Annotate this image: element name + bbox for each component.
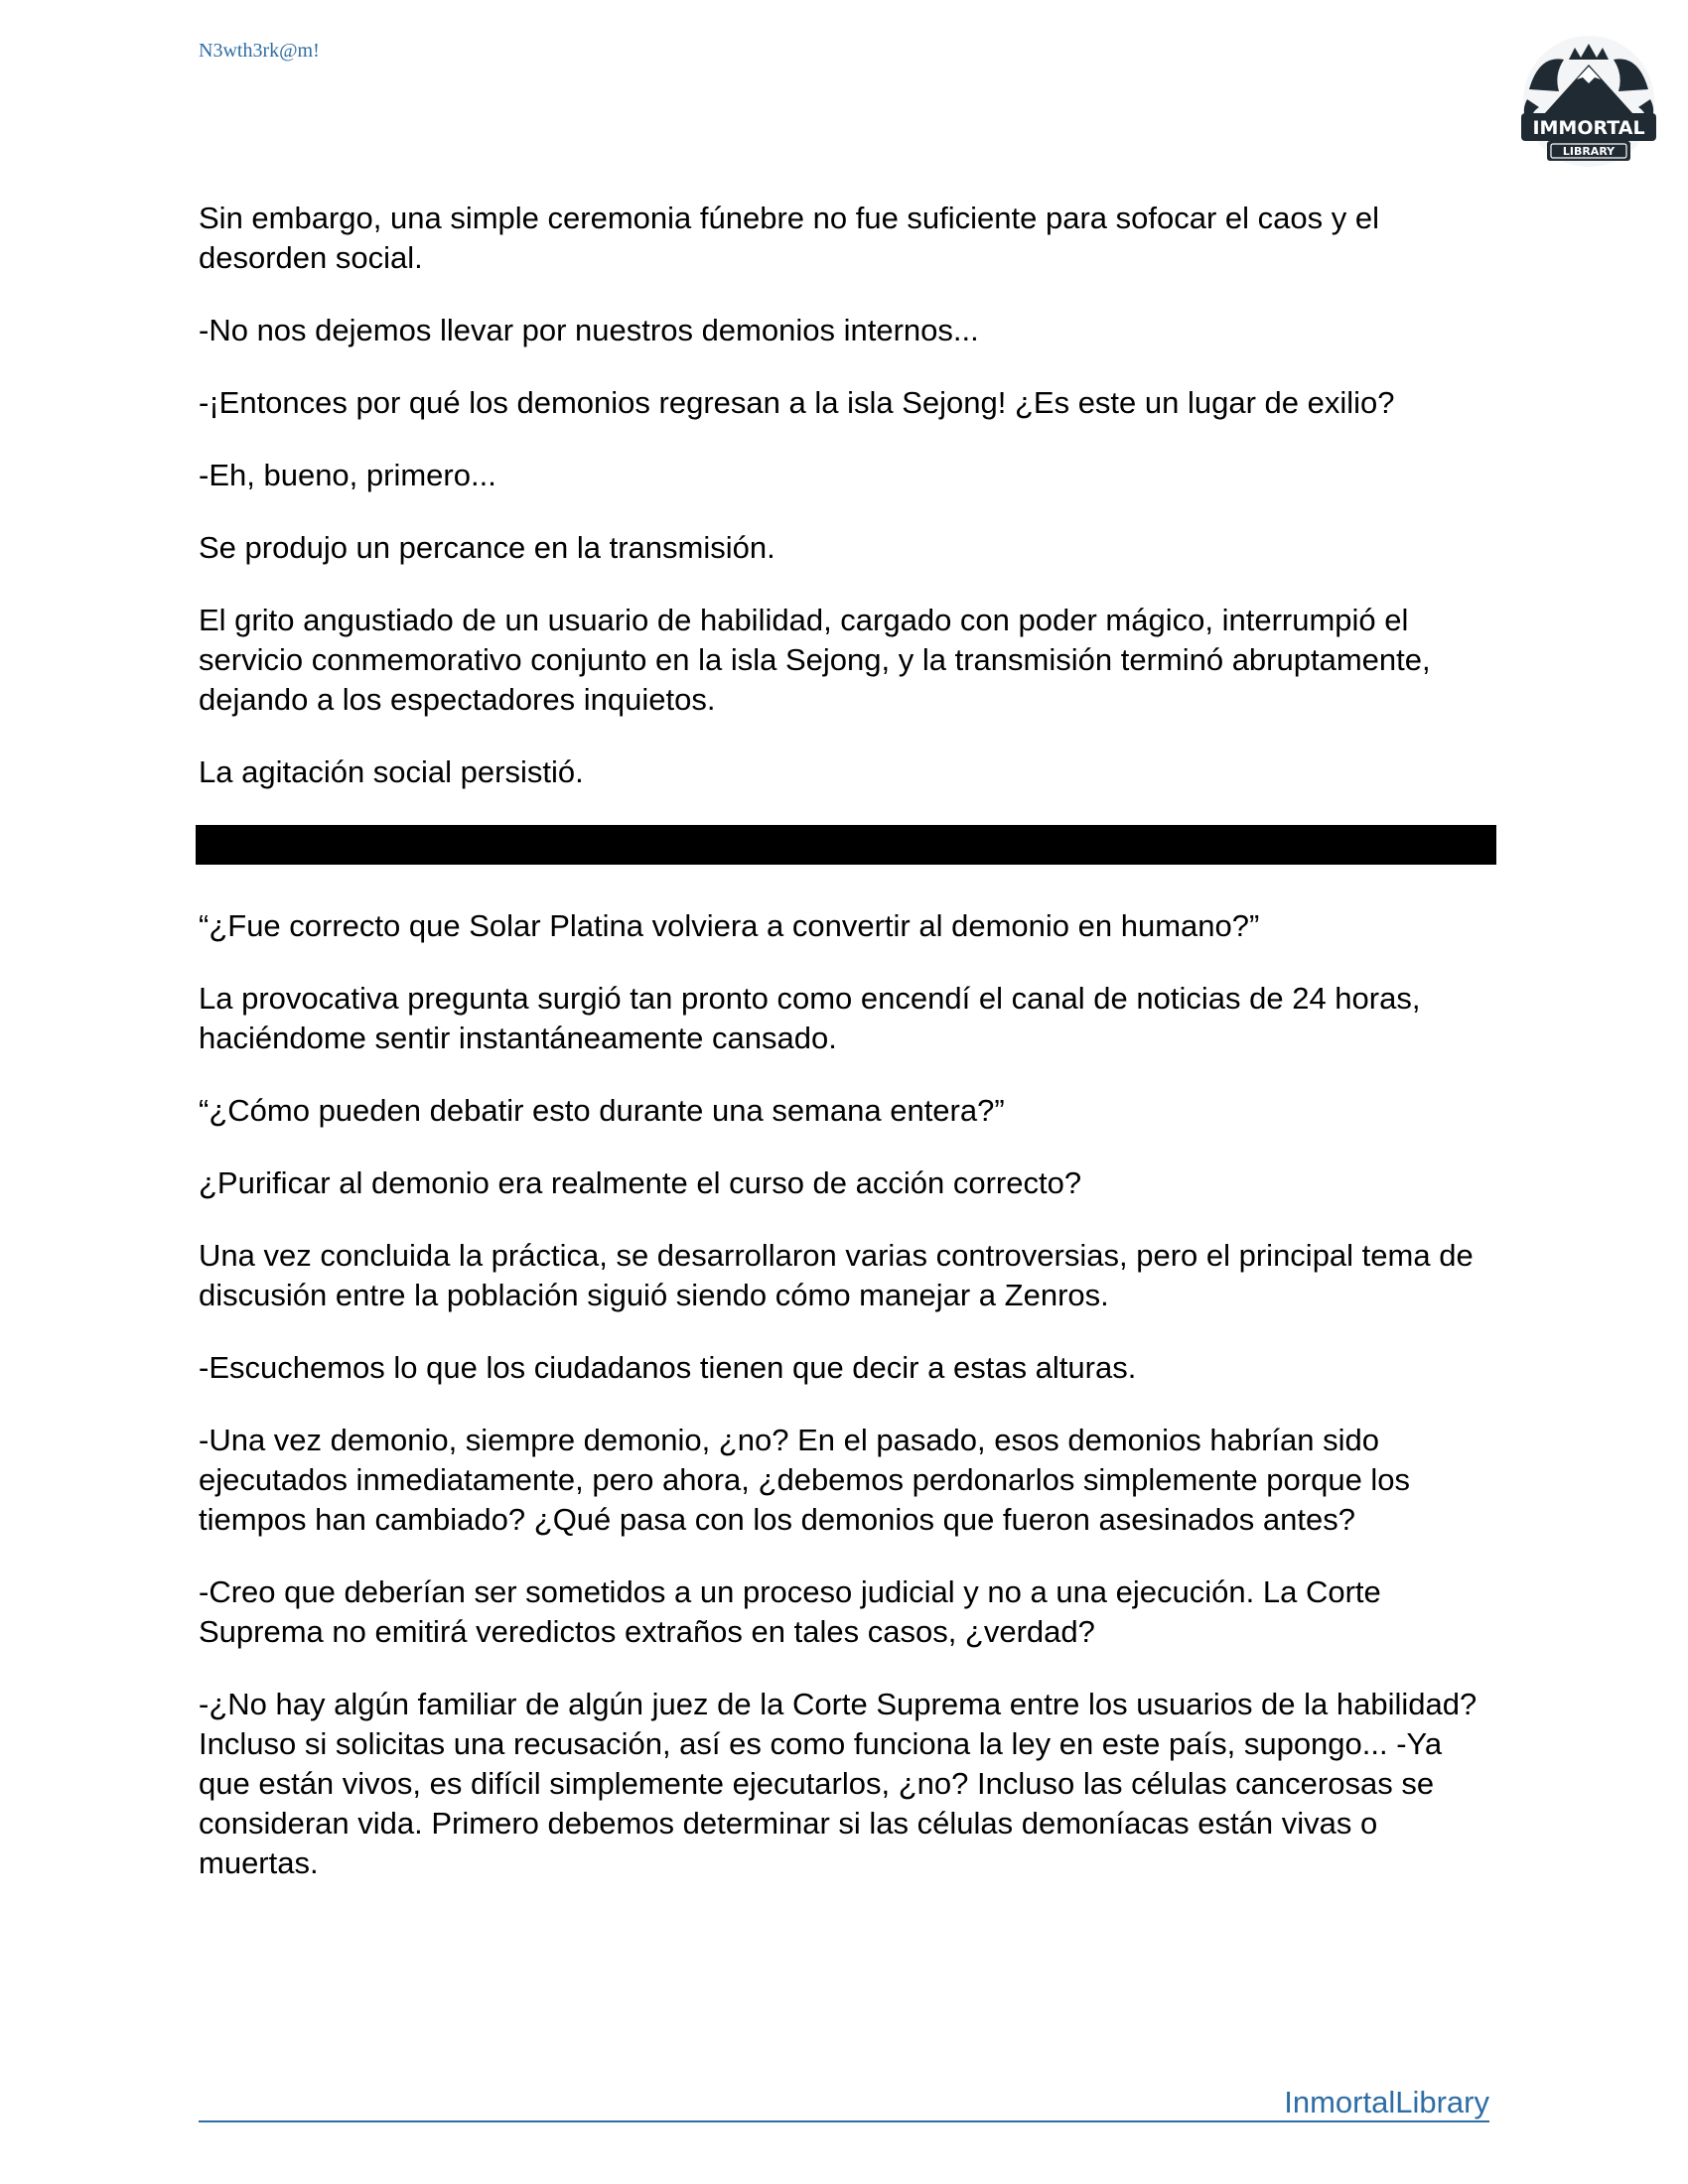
- paragraph: -No nos dejemos llevar por nuestros demonios internos...: [199, 313, 979, 347]
- header-tag: N3wth3rk@m!: [199, 40, 320, 62]
- paragraph: -Una vez demonio, siempre demonio, ¿no? En el pasado, esos demonios habrían sido ejecutados inmediatamente, pero ahora, ¿debemos perdonarlos simplemente porque los tiempos han cambiado? ¿Qué pasa con los demonios que fueron asesinados antes?: [199, 1423, 1411, 1537]
- paragraph: -¿No hay algún familiar de algún juez de la Corte Suprema entre los usuarios de la habilidad? Incluso si solicitas una recusación, así es como funciona la ley en este país, supongo... -Ya que están vivos, es difícil simplemente ejecutarlos, ¿no? Incluso las células cancerosas se consideran vida. Primero debemos determinar si las células demoníacas están vivas o muertas.: [199, 1687, 1477, 1880]
- paragraph: La agitación social persistió.: [199, 754, 584, 789]
- paragraph: Sin embargo, una simple ceremonia fúnebre no fue suficiente para sofocar el caos y el desorden social.: [199, 201, 1380, 275]
- paragraph: Una vez concluida la práctica, se desarrollaron varias controversias, pero el principal tema de discusión entre la población siguió siendo cómo manejar a Zenros.: [199, 1238, 1474, 1312]
- paragraph: ¿Purificar al demonio era realmente el curso de acción correcto?: [199, 1165, 1082, 1200]
- svg-text:LIBRARY: LIBRARY: [1562, 145, 1616, 158]
- paragraph: -Eh, bueno, primero...: [199, 458, 496, 492]
- paragraph: El grito angustiado de un usuario de habilidad, cargado con poder mágico, interrumpió el servicio conmemorativo conjunto en la isla Sejong, y la transmisión terminó abruptamente, dejando a los espectadores inquietos.: [199, 603, 1431, 717]
- footer-link[interactable]: InmortalLibrary: [1284, 2085, 1489, 2119]
- immortal-library-logo: [1509, 30, 1668, 179]
- svg-text:IMMORTAL: IMMORTAL: [1532, 117, 1645, 139]
- document-body: [199, 199, 1499, 1916]
- paragraph: “¿Cómo pueden debatir esto durante una semana entera?”: [199, 1093, 1005, 1128]
- paragraph: Se produjo un percance en la transmisión.: [199, 530, 775, 565]
- footer: [199, 2085, 1489, 2122]
- paragraph: “¿Fue correcto que Solar Platina volviera a convertir al demonio en humano?”: [199, 908, 1260, 943]
- paragraph: -Creo que deberían ser sometidos a un proceso judicial y no a una ejecución. La Corte Suprema no emitirá veredictos extraños en tales casos, ¿verdad?: [199, 1574, 1381, 1649]
- paragraph: -¡Entonces por qué los demonios regresan a la isla Sejong! ¿Es este un lugar de exilio?: [199, 385, 1395, 420]
- paragraph: La provocativa pregunta surgió tan pronto como encendí el canal de noticias de 24 horas, haciéndome sentir instantáneamente cansado.: [199, 981, 1421, 1055]
- section-divider-bar: [196, 825, 1496, 865]
- paragraph: -Escuchemos lo que los ciudadanos tienen que decir a estas alturas.: [199, 1350, 1137, 1385]
